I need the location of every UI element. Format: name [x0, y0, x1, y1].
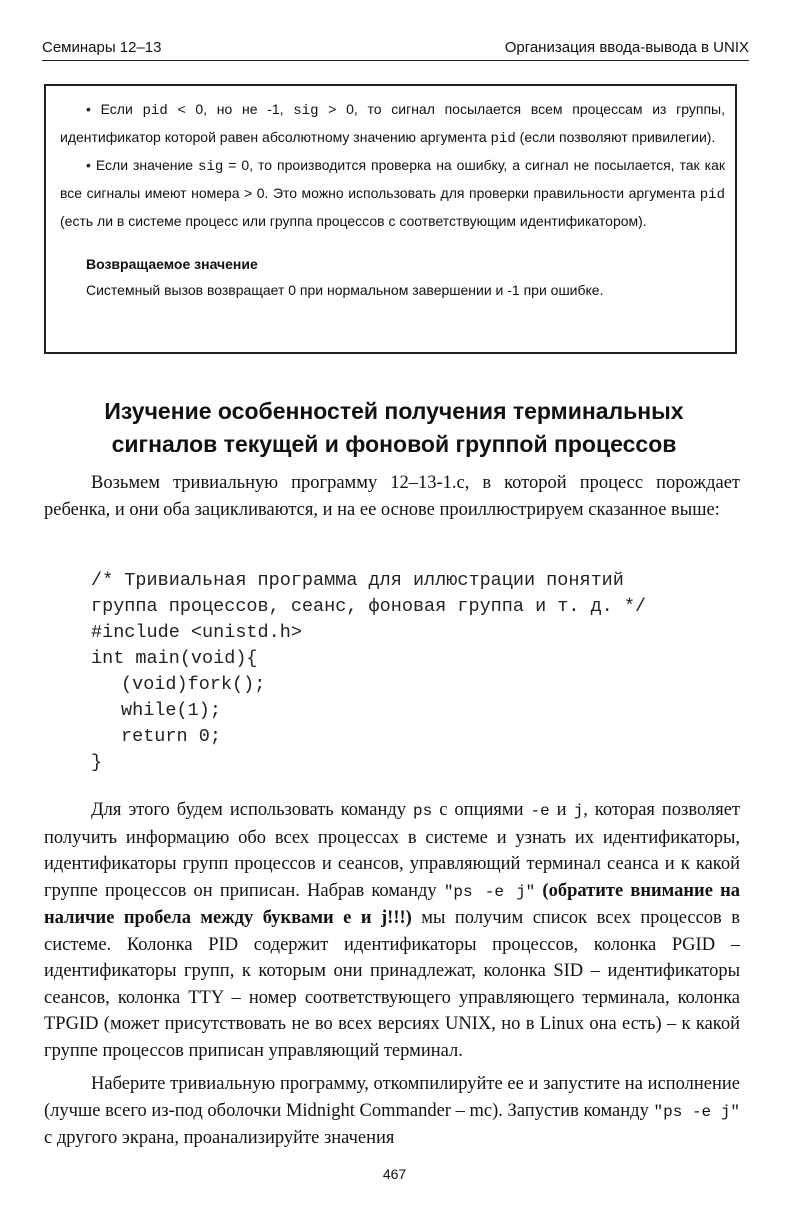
note-text: = 0, то производится проверка на ошибку, а сигнал не посылается, так как все сигналы имеют номера > 0. Это можно использовать для проверки правильности аргумента [60, 157, 725, 201]
code-listing [91, 568, 646, 776]
section-title-line-1: Изучение особенностей получения терминальных [104, 398, 684, 424]
body-text: Для этого будем использовать команду [91, 800, 414, 820]
body-text: и [549, 800, 574, 820]
paragraph-run-program [44, 1071, 740, 1152]
header-right: Организация ввода-вывода в UNIX [504, 39, 749, 56]
code-term: "ps -e j" [653, 1102, 740, 1121]
note-paragraph-1 [60, 96, 725, 152]
code-line: /* Тривиальная программа для иллюстрации понятий [91, 570, 624, 591]
page-number: 467 [382, 1166, 407, 1182]
code-term: pid [699, 187, 725, 203]
code-line: #include <unistd.h> [91, 622, 302, 643]
code-line: группа процессов, сеанс, фоновая группа и т. д. */ [91, 596, 647, 617]
body-text: мы получим список всех процессов в системе. Колонка PID содержит идентификаторы процессов, колонка PGID – идентификаторы групп, к которым они принадлежат, колонка SID – идентификаторы сеансов, колонка TTY – номер соответствующего управляющего терминала, колонка TPGID (может присутствовать не во всех версиях UNIX, но в Linux она есть) – к какой группе процессов приписан управляющий терминал. [44, 908, 740, 1061]
code-line: (void)fork(); [121, 674, 266, 695]
note-text: • Если значение [86, 157, 199, 173]
code-term: pid [490, 131, 516, 147]
note-box [44, 84, 737, 354]
note-text: • Если [86, 101, 143, 117]
note-text: (если позволяют привилегии). [515, 129, 716, 145]
code-term: "ps -e j" [443, 882, 536, 901]
intro-paragraph: Возьмем тривиальную программу 12–13-1.c, в которой процесс порождает ребенка, и они оба зацикливаются, и на ее основе проиллюстрируем сказанное выше: [44, 473, 740, 520]
body-text: с другого экрана, проанализируйте значения [44, 1128, 395, 1148]
code-term: pid [142, 103, 168, 119]
code-term: j [573, 802, 584, 820]
code-line: while(1); [121, 700, 221, 721]
running-header [42, 36, 749, 61]
body-text: Наберите тривиальную программу, откомпилируйте ее и запустите на исполнение (лучше всего из-под оболочки Midnight Commander – mc). Запустив команду [44, 1074, 740, 1121]
body-text: , которая позволяет получить информацию обо всех процессах в системе и узнать их идентификаторы, идентификаторы групп процессов и сеансов, управляющий терминал сеанса и к какой группе процессов он приписан. Набрав команду [44, 800, 741, 901]
note-paragraph-2 [60, 152, 725, 234]
code-line: int main(void){ [91, 648, 258, 669]
return-value-heading: Возвращаемое значение [86, 256, 258, 272]
note-text: > 0, то сигнал посылается всем процессам из группы, идентификатор которой равен абсолютному значению аргумента [60, 101, 726, 145]
code-line: } [91, 752, 103, 773]
note-text: < 0, но не -1, [167, 101, 294, 117]
code-term: -e [530, 802, 550, 820]
return-value-text: Системный вызов возвращает 0 при нормальном завершении и -1 при ошибке. [86, 282, 604, 298]
code-term: sig [293, 103, 319, 119]
section-title [44, 395, 744, 461]
code-term: sig [198, 159, 224, 175]
note-text: (есть ли в системе процесс или группа процессов с соответствующим идентификатором). [60, 213, 647, 229]
emphasis-text: (обратите внимание на наличие пробела между буквами e и j!!!) [44, 880, 740, 928]
header-left: Семинары 12–13 [42, 39, 162, 56]
paragraph-ps-command [44, 797, 740, 1064]
code-line: return 0; [121, 726, 221, 747]
code-term: ps [413, 802, 433, 820]
section-title-line-2: сигналов текущей и фоновой группой процессов [111, 431, 677, 457]
body-text: с опциями [432, 800, 531, 820]
